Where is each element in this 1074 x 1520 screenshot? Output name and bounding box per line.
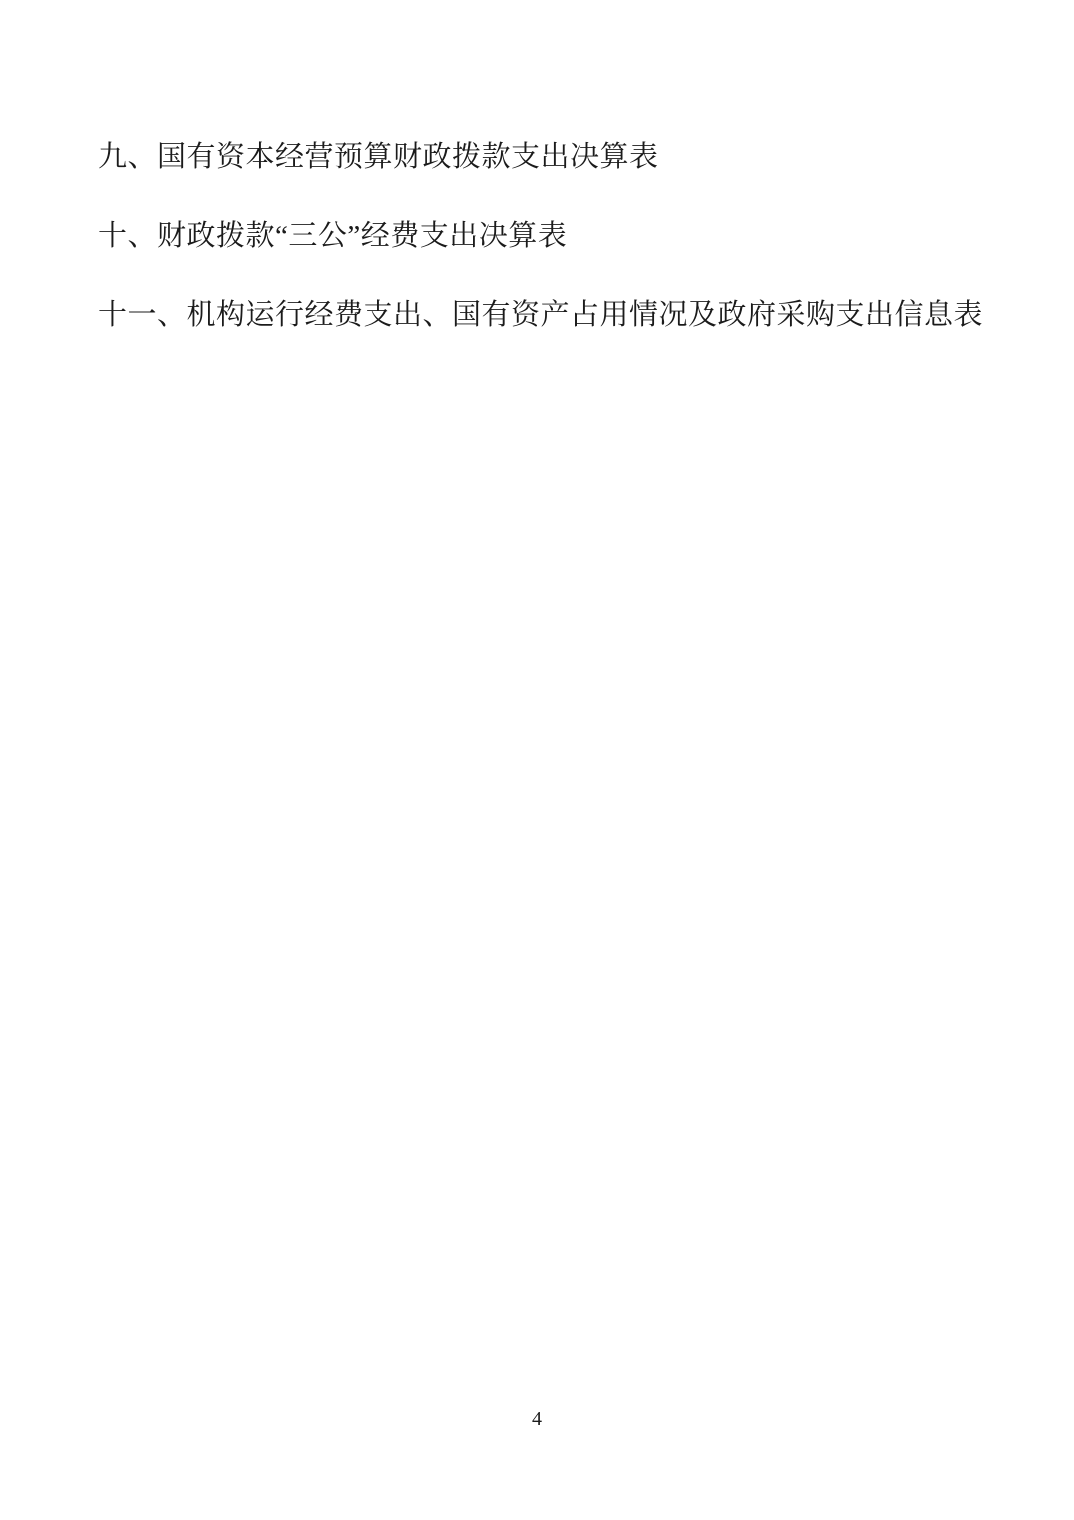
page-footer (0, 1408, 1074, 1431)
page-number: 4 (532, 1408, 542, 1430)
toc-item-10: 十、财政拨款“三公”经费支出决算表 (98, 220, 568, 252)
table-of-contents (98, 140, 1034, 377)
toc-item-11: 十一、机构运行经费支出、国有资产占用情况及政府采购支出信息表 (98, 299, 984, 331)
toc-item-9: 九、国有资本经营预算财政拨款支出决算表 (98, 141, 659, 173)
